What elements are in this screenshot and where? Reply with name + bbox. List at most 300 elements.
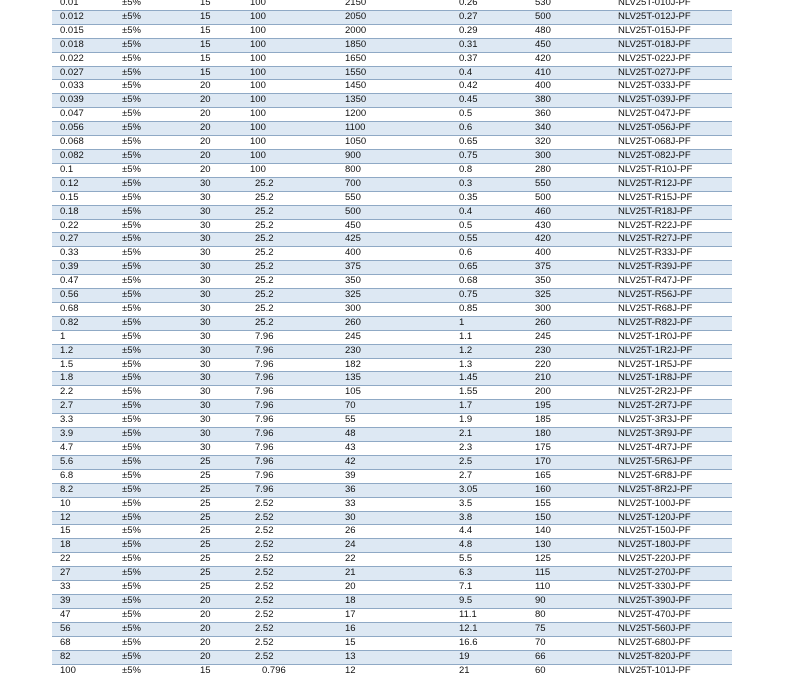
tolerance-cell: ±5% bbox=[122, 219, 200, 233]
q-min-cell: 20 bbox=[200, 636, 250, 650]
rdc-cell: 1 bbox=[459, 316, 535, 330]
q-min-cell: 20 bbox=[200, 594, 250, 608]
tolerance-cell: ±5% bbox=[122, 302, 200, 316]
rated-current-cell: 130 bbox=[535, 539, 618, 553]
inductance-cell: 0.1 bbox=[52, 163, 122, 177]
rdc-cell: 9.5 bbox=[459, 594, 535, 608]
q-min-cell: 15 bbox=[200, 664, 211, 676]
srf-cell: 2150 bbox=[345, 0, 459, 10]
srf-cell: 2000 bbox=[345, 24, 459, 38]
inductance-cell: 0.68 bbox=[52, 302, 122, 316]
test-frequency-cell: 7.96 bbox=[250, 455, 345, 469]
test-frequency-cell: 7.96 bbox=[250, 372, 345, 386]
srf-cell: 325 bbox=[345, 289, 459, 303]
table-row bbox=[52, 358, 732, 372]
rated-current-cell: 410 bbox=[535, 66, 618, 80]
srf-cell: 18 bbox=[345, 594, 459, 608]
test-frequency-cell: 2.52 bbox=[250, 539, 345, 553]
q-min-cell: 20 bbox=[200, 122, 250, 136]
table-row bbox=[52, 442, 732, 456]
srf-cell: 36 bbox=[345, 483, 459, 497]
test-frequency-cell: 100 bbox=[250, 149, 345, 163]
table-row bbox=[52, 608, 732, 622]
table-row bbox=[52, 261, 732, 275]
tolerance-cell: ±5% bbox=[122, 386, 200, 400]
table-row bbox=[52, 553, 732, 567]
part-number-cell: NLV25T-3R9J-PF bbox=[618, 428, 732, 442]
srf-cell: 13 bbox=[345, 650, 459, 664]
q-min-cell: 25 bbox=[200, 483, 250, 497]
tolerance-cell: ±5% bbox=[122, 358, 200, 372]
part-number-cell: NLV25T-680J-PF bbox=[618, 636, 732, 650]
rated-current-cell: 230 bbox=[535, 344, 618, 358]
tolerance-cell: ±5% bbox=[122, 94, 200, 108]
rated-current-cell: 200 bbox=[535, 386, 618, 400]
srf-cell: 48 bbox=[345, 428, 459, 442]
test-frequency-cell: 7.96 bbox=[250, 428, 345, 442]
inductance-cell: 68 bbox=[52, 636, 122, 650]
part-number-cell: NLV25T-270J-PF bbox=[618, 567, 732, 581]
rated-current-cell: 150 bbox=[535, 511, 618, 525]
table-row bbox=[52, 330, 732, 344]
inductance-cell: 0.027 bbox=[52, 66, 122, 80]
tolerance-cell: ±5% bbox=[122, 108, 200, 122]
inductance-cell: 0.068 bbox=[52, 136, 122, 150]
inductance-cell: 1.8 bbox=[52, 372, 122, 386]
part-number-cell: NLV25T-220J-PF bbox=[618, 553, 732, 567]
srf-cell: 15 bbox=[345, 636, 459, 650]
srf-cell: 245 bbox=[345, 330, 459, 344]
tolerance-cell: ±5% bbox=[122, 80, 200, 94]
rated-current-cell: 66 bbox=[535, 650, 618, 664]
inductance-cell: 5.6 bbox=[52, 455, 122, 469]
table-row bbox=[52, 247, 732, 261]
rdc-cell: 0.55 bbox=[459, 233, 535, 247]
table-row bbox=[52, 414, 732, 428]
rdc-cell: 0.6 bbox=[459, 122, 535, 136]
q-min-cell: 30 bbox=[200, 428, 250, 442]
table-row bbox=[52, 622, 732, 636]
srf-cell: 22 bbox=[345, 553, 459, 567]
part-number-cell: NLV25T-010J-PF bbox=[618, 0, 732, 10]
part-number-cell: NLV25T-022J-PF bbox=[618, 52, 732, 66]
rated-current-cell: 75 bbox=[535, 622, 618, 636]
part-number-cell: NLV25T-1R5J-PF bbox=[618, 358, 732, 372]
test-frequency-cell: 2.52 bbox=[250, 497, 345, 511]
rdc-cell: 0.37 bbox=[459, 52, 535, 66]
inductance-cell: 0.47 bbox=[52, 275, 122, 289]
tolerance-cell: ±5% bbox=[122, 539, 200, 553]
test-frequency-cell: 25.2 bbox=[250, 233, 345, 247]
part-number-cell: NLV25T-R82J-PF bbox=[618, 316, 732, 330]
rated-current-cell: 180 bbox=[535, 428, 618, 442]
test-frequency-cell: 7.96 bbox=[250, 442, 345, 456]
srf-cell: 425 bbox=[345, 233, 459, 247]
srf-cell: 182 bbox=[345, 358, 459, 372]
inductance-cell: 18 bbox=[52, 539, 122, 553]
rdc-cell: 0.45 bbox=[459, 94, 535, 108]
table-row bbox=[52, 581, 732, 595]
test-frequency-cell: 100 bbox=[250, 0, 345, 10]
inductance-cell: 2.7 bbox=[52, 400, 122, 414]
srf-cell: 500 bbox=[345, 205, 459, 219]
inductance-cell: 0.22 bbox=[52, 219, 122, 233]
inductance-cell: 0.18 bbox=[52, 205, 122, 219]
rdc-cell: 3.05 bbox=[459, 483, 535, 497]
srf-cell: 1850 bbox=[345, 38, 459, 52]
part-number-cell: NLV25T-068J-PF bbox=[618, 136, 732, 150]
tolerance-cell: ±5% bbox=[122, 52, 200, 66]
inductance-cell: 0.015 bbox=[52, 24, 122, 38]
inductance-cell: 0.082 bbox=[52, 149, 122, 163]
rated-current-cell: 170 bbox=[535, 455, 618, 469]
tolerance-cell: ±5% bbox=[122, 594, 200, 608]
srf-cell: 700 bbox=[345, 177, 459, 191]
tolerance-cell: ±5% bbox=[122, 664, 141, 676]
tolerance-cell: ±5% bbox=[122, 553, 200, 567]
inductance-cell: 0.01 bbox=[52, 0, 122, 10]
rdc-cell: 4.4 bbox=[459, 525, 535, 539]
rated-current-cell: 460 bbox=[535, 205, 618, 219]
part-number-cell: NLV25T-6R8J-PF bbox=[618, 469, 732, 483]
tolerance-cell: ±5% bbox=[122, 525, 200, 539]
srf-cell: 55 bbox=[345, 414, 459, 428]
part-number-cell: NLV25T-120J-PF bbox=[618, 511, 732, 525]
q-min-cell: 30 bbox=[200, 386, 250, 400]
rdc-cell: 19 bbox=[459, 650, 535, 664]
table-row bbox=[52, 52, 732, 66]
inductance-cell: 15 bbox=[52, 525, 122, 539]
q-min-cell: 30 bbox=[200, 442, 250, 456]
inductance-cell: 6.8 bbox=[52, 469, 122, 483]
rated-current-cell: 420 bbox=[535, 233, 618, 247]
table-row bbox=[52, 525, 732, 539]
rated-current-cell: 375 bbox=[535, 261, 618, 275]
srf-cell: 900 bbox=[345, 149, 459, 163]
part-number-cell: NLV25T-033J-PF bbox=[618, 80, 732, 94]
rdc-cell: 0.4 bbox=[459, 66, 535, 80]
srf-cell: 550 bbox=[345, 191, 459, 205]
table-row bbox=[52, 149, 732, 163]
q-min-cell: 30 bbox=[200, 316, 250, 330]
test-frequency-cell: 100 bbox=[250, 122, 345, 136]
rdc-cell: 0.6 bbox=[459, 247, 535, 261]
q-min-cell: 30 bbox=[200, 372, 250, 386]
inductance-cell: 0.82 bbox=[52, 316, 122, 330]
tolerance-cell: ±5% bbox=[122, 233, 200, 247]
part-number-cell: NLV25T-027J-PF bbox=[618, 66, 732, 80]
rdc-cell: 1.3 bbox=[459, 358, 535, 372]
q-min-cell: 30 bbox=[200, 219, 250, 233]
rdc-cell: 3.5 bbox=[459, 497, 535, 511]
q-min-cell: 30 bbox=[200, 302, 250, 316]
rated-current-cell: 420 bbox=[535, 52, 618, 66]
part-number-cell: NLV25T-082J-PF bbox=[618, 149, 732, 163]
tolerance-cell: ±5% bbox=[122, 442, 200, 456]
srf-cell: 300 bbox=[345, 302, 459, 316]
tolerance-cell: ±5% bbox=[122, 24, 200, 38]
rdc-cell: 0.68 bbox=[459, 275, 535, 289]
rated-current-cell: 530 bbox=[535, 0, 618, 10]
inductance-cell: 3.9 bbox=[52, 428, 122, 442]
inductance-cell: 0.056 bbox=[52, 122, 122, 136]
test-frequency-cell: 7.96 bbox=[250, 330, 345, 344]
q-min-cell: 30 bbox=[200, 233, 250, 247]
test-frequency-cell: 100 bbox=[250, 52, 345, 66]
inductance-cell: 0.047 bbox=[52, 108, 122, 122]
test-frequency-cell: 100 bbox=[250, 38, 345, 52]
table-row bbox=[52, 483, 732, 497]
q-min-cell: 15 bbox=[200, 0, 250, 10]
table-row bbox=[52, 664, 732, 677]
inductance-cell: 10 bbox=[52, 497, 122, 511]
inductance-cell: 2.2 bbox=[52, 386, 122, 400]
table-row bbox=[52, 539, 732, 553]
q-min-cell: 30 bbox=[200, 330, 250, 344]
srf-cell: 400 bbox=[345, 247, 459, 261]
rated-current-cell: 280 bbox=[535, 163, 618, 177]
test-frequency-cell: 100 bbox=[250, 94, 345, 108]
q-min-cell: 25 bbox=[200, 539, 250, 553]
rdc-cell: 0.26 bbox=[459, 0, 535, 10]
rated-current-cell: 325 bbox=[535, 289, 618, 303]
rated-current-cell: 220 bbox=[535, 358, 618, 372]
rdc-cell: 1.55 bbox=[459, 386, 535, 400]
table-row bbox=[52, 428, 732, 442]
srf-cell: 12 bbox=[345, 664, 356, 676]
tolerance-cell: ±5% bbox=[122, 608, 200, 622]
tolerance-cell: ±5% bbox=[122, 275, 200, 289]
inductance-cell: 0.12 bbox=[52, 177, 122, 191]
test-frequency-cell: 2.52 bbox=[250, 636, 345, 650]
test-frequency-cell: 7.96 bbox=[250, 386, 345, 400]
test-frequency-cell: 2.52 bbox=[250, 525, 345, 539]
q-min-cell: 30 bbox=[200, 261, 250, 275]
srf-cell: 350 bbox=[345, 275, 459, 289]
inductance-cell: 3.3 bbox=[52, 414, 122, 428]
tolerance-cell: ±5% bbox=[122, 455, 200, 469]
tolerance-cell: ±5% bbox=[122, 316, 200, 330]
q-min-cell: 30 bbox=[200, 400, 250, 414]
srf-cell: 1650 bbox=[345, 52, 459, 66]
inductance-cell: 0.27 bbox=[52, 233, 122, 247]
part-number-cell: NLV25T-1R2J-PF bbox=[618, 344, 732, 358]
srf-cell: 1550 bbox=[345, 66, 459, 80]
test-frequency-cell: 25.2 bbox=[250, 302, 345, 316]
test-frequency-cell: 25.2 bbox=[250, 316, 345, 330]
q-min-cell: 15 bbox=[200, 10, 250, 24]
rated-current-cell: 175 bbox=[535, 442, 618, 456]
part-number-cell: NLV25T-150J-PF bbox=[618, 525, 732, 539]
rated-current-cell: 450 bbox=[535, 38, 618, 52]
tolerance-cell: ±5% bbox=[122, 10, 200, 24]
part-number-cell: NLV25T-3R3J-PF bbox=[618, 414, 732, 428]
rdc-cell: 1.1 bbox=[459, 330, 535, 344]
srf-cell: 450 bbox=[345, 219, 459, 233]
table-row bbox=[52, 10, 732, 24]
srf-cell: 1050 bbox=[345, 136, 459, 150]
q-min-cell: 30 bbox=[200, 275, 250, 289]
rdc-cell: 4.8 bbox=[459, 539, 535, 553]
rated-current-cell: 110 bbox=[535, 581, 618, 595]
test-frequency-cell: 2.52 bbox=[250, 553, 345, 567]
rdc-cell: 16.6 bbox=[459, 636, 535, 650]
tolerance-cell: ±5% bbox=[122, 581, 200, 595]
part-number-cell: NLV25T-2R2J-PF bbox=[618, 386, 732, 400]
srf-cell: 375 bbox=[345, 261, 459, 275]
part-number-cell: NLV25T-R56J-PF bbox=[618, 289, 732, 303]
test-frequency-cell: 2.52 bbox=[250, 622, 345, 636]
tolerance-cell: ±5% bbox=[122, 163, 200, 177]
test-frequency-cell: 2.52 bbox=[250, 608, 345, 622]
q-min-cell: 20 bbox=[200, 94, 250, 108]
q-min-cell: 25 bbox=[200, 469, 250, 483]
part-number-cell: NLV25T-2R7J-PF bbox=[618, 400, 732, 414]
test-frequency-cell: 25.2 bbox=[250, 191, 345, 205]
test-frequency-cell: 100 bbox=[250, 24, 345, 38]
q-min-cell: 15 bbox=[200, 38, 250, 52]
table-row bbox=[52, 289, 732, 303]
q-min-cell: 25 bbox=[200, 553, 250, 567]
rated-current-cell: 210 bbox=[535, 372, 618, 386]
q-min-cell: 30 bbox=[200, 358, 250, 372]
rated-current-cell: 60 bbox=[535, 664, 546, 676]
rated-current-cell: 400 bbox=[535, 247, 618, 261]
table-row bbox=[52, 233, 732, 247]
srf-cell: 24 bbox=[345, 539, 459, 553]
table-row bbox=[52, 511, 732, 525]
inductance-cell: 27 bbox=[52, 567, 122, 581]
q-min-cell: 20 bbox=[200, 136, 250, 150]
part-number-cell: NLV25T-012J-PF bbox=[618, 10, 732, 24]
inductance-cell: 12 bbox=[52, 511, 122, 525]
q-min-cell: 20 bbox=[200, 608, 250, 622]
srf-cell: 43 bbox=[345, 442, 459, 456]
rdc-cell: 0.27 bbox=[459, 10, 535, 24]
srf-cell: 30 bbox=[345, 511, 459, 525]
table-row bbox=[52, 469, 732, 483]
part-number-cell: NLV25T-4R7J-PF bbox=[618, 442, 732, 456]
rated-current-cell: 340 bbox=[535, 122, 618, 136]
rdc-cell: 0.3 bbox=[459, 177, 535, 191]
rdc-cell: 1.9 bbox=[459, 414, 535, 428]
table-row bbox=[52, 650, 732, 664]
table-row bbox=[52, 316, 732, 330]
q-min-cell: 30 bbox=[200, 205, 250, 219]
q-min-cell: 25 bbox=[200, 567, 250, 581]
srf-cell: 260 bbox=[345, 316, 459, 330]
inductance-cell: 39 bbox=[52, 594, 122, 608]
part-number-cell: NLV25T-018J-PF bbox=[618, 38, 732, 52]
test-frequency-cell: 100 bbox=[250, 66, 345, 80]
rdc-cell: 0.8 bbox=[459, 163, 535, 177]
inductance-cell: 4.7 bbox=[52, 442, 122, 456]
q-min-cell: 20 bbox=[200, 163, 250, 177]
rated-current-cell: 430 bbox=[535, 219, 618, 233]
rated-current-cell: 300 bbox=[535, 149, 618, 163]
q-min-cell: 30 bbox=[200, 177, 250, 191]
rdc-cell: 0.75 bbox=[459, 289, 535, 303]
rated-current-cell: 480 bbox=[535, 24, 618, 38]
inductance-cell: 0.033 bbox=[52, 80, 122, 94]
test-frequency-cell: 25.2 bbox=[250, 205, 345, 219]
rdc-cell: 11.1 bbox=[459, 608, 535, 622]
srf-cell: 2050 bbox=[345, 10, 459, 24]
part-number-cell: NLV25T-820J-PF bbox=[618, 650, 732, 664]
inductance-cell: 100 bbox=[60, 664, 76, 676]
rdc-cell: 0.29 bbox=[459, 24, 535, 38]
rated-current-cell: 500 bbox=[535, 10, 618, 24]
tolerance-cell: ±5% bbox=[122, 469, 200, 483]
q-min-cell: 20 bbox=[200, 80, 250, 94]
q-min-cell: 20 bbox=[200, 108, 250, 122]
rated-current-cell: 550 bbox=[535, 177, 618, 191]
table-row bbox=[52, 122, 732, 136]
rdc-cell: 2.1 bbox=[459, 428, 535, 442]
tolerance-cell: ±5% bbox=[122, 567, 200, 581]
part-number-cell: NLV25T-8R2J-PF bbox=[618, 483, 732, 497]
inductance-cell: 8.2 bbox=[52, 483, 122, 497]
table-row bbox=[52, 191, 732, 205]
rdc-cell: 0.75 bbox=[459, 149, 535, 163]
part-number-cell: NLV25T-101J-PF bbox=[618, 664, 691, 676]
test-frequency-cell: 7.96 bbox=[250, 483, 345, 497]
q-min-cell: 25 bbox=[200, 511, 250, 525]
part-number-cell: NLV25T-015J-PF bbox=[618, 24, 732, 38]
rdc-cell: 0.65 bbox=[459, 261, 535, 275]
srf-cell: 135 bbox=[345, 372, 459, 386]
table-row bbox=[52, 94, 732, 108]
table-row bbox=[52, 66, 732, 80]
rated-current-cell: 500 bbox=[535, 191, 618, 205]
inductance-cell: 1.2 bbox=[52, 344, 122, 358]
test-frequency-cell: 7.96 bbox=[250, 400, 345, 414]
part-number-cell: NLV25T-180J-PF bbox=[618, 539, 732, 553]
rdc-cell: 0.42 bbox=[459, 80, 535, 94]
tolerance-cell: ±5% bbox=[122, 66, 200, 80]
rdc-cell: 0.35 bbox=[459, 191, 535, 205]
inductance-cell: 0.56 bbox=[52, 289, 122, 303]
q-min-cell: 15 bbox=[200, 24, 250, 38]
inductance-cell: 33 bbox=[52, 581, 122, 595]
q-min-cell: 30 bbox=[200, 289, 250, 303]
tolerance-cell: ±5% bbox=[122, 38, 200, 52]
rated-current-cell: 400 bbox=[535, 80, 618, 94]
srf-cell: 105 bbox=[345, 386, 459, 400]
table-row bbox=[52, 636, 732, 650]
rdc-cell: 1.45 bbox=[459, 372, 535, 386]
test-frequency-cell: 2.52 bbox=[250, 581, 345, 595]
rated-current-cell: 320 bbox=[535, 136, 618, 150]
tolerance-cell: ±5% bbox=[122, 650, 200, 664]
tolerance-cell: ±5% bbox=[122, 136, 200, 150]
tolerance-cell: ±5% bbox=[122, 205, 200, 219]
inductance-cell: 0.15 bbox=[52, 191, 122, 205]
q-min-cell: 25 bbox=[200, 497, 250, 511]
tolerance-cell: ±5% bbox=[122, 122, 200, 136]
srf-cell: 33 bbox=[345, 497, 459, 511]
rated-current-cell: 140 bbox=[535, 525, 618, 539]
rdc-cell: 7.1 bbox=[459, 581, 535, 595]
rated-current-cell: 185 bbox=[535, 414, 618, 428]
part-number-cell: NLV25T-330J-PF bbox=[618, 581, 732, 595]
rated-current-cell: 245 bbox=[535, 330, 618, 344]
test-frequency-cell: 2.52 bbox=[250, 567, 345, 581]
table-row bbox=[52, 344, 732, 358]
part-number-cell: NLV25T-R18J-PF bbox=[618, 205, 732, 219]
test-frequency-cell: 25.2 bbox=[250, 261, 345, 275]
part-number-cell: NLV25T-100J-PF bbox=[618, 497, 732, 511]
